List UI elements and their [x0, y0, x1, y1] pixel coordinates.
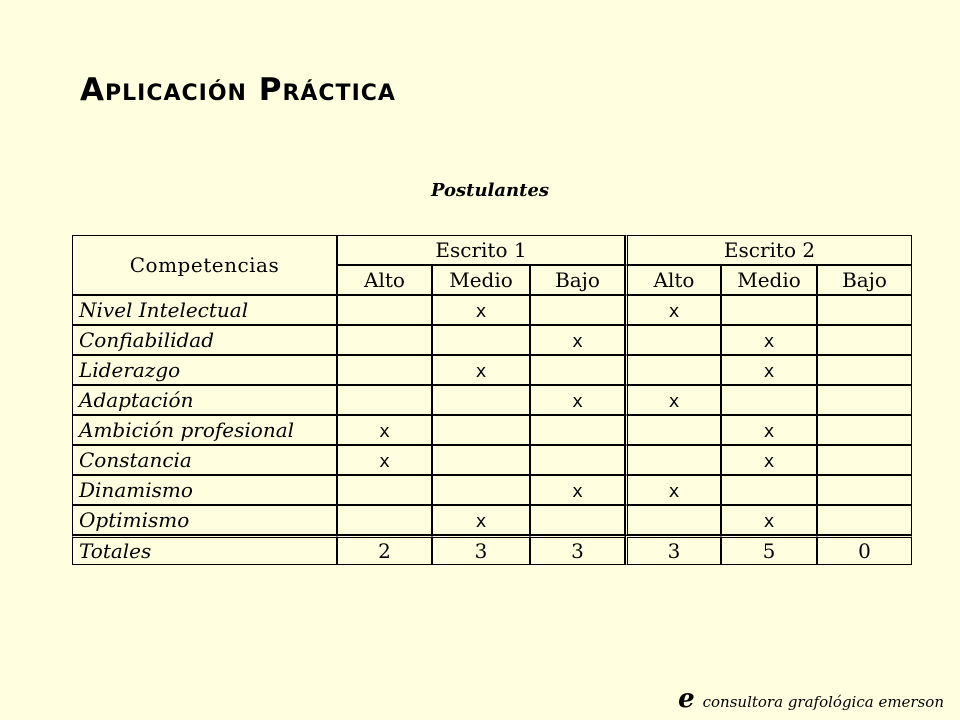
rating-cell [337, 295, 432, 325]
rating-cell [817, 385, 912, 415]
rating-cell [721, 325, 817, 355]
rating-cell [337, 325, 432, 355]
rating-cell [625, 445, 721, 475]
level-header: Bajo [530, 265, 625, 295]
rating-cell [432, 325, 530, 355]
rating-cell [530, 325, 625, 355]
rating-cell [625, 295, 721, 325]
rating-cell [625, 355, 721, 385]
table-row [72, 445, 912, 475]
totals-label: Totales [72, 535, 337, 565]
rating-cell [337, 505, 432, 535]
brand-text: consultora grafológica emerson [702, 693, 944, 711]
group-header-escrito-2: Escrito 2 [625, 235, 912, 265]
group-header-escrito-1: Escrito 1 [337, 235, 625, 265]
rating-cell [530, 505, 625, 535]
rating-cell [721, 415, 817, 445]
rating-mark: x [763, 511, 775, 532]
rating-cell [625, 415, 721, 445]
total-cell: 5 [721, 535, 817, 565]
table-row [72, 295, 912, 325]
rating-mark: x [379, 421, 390, 442]
rating-cell [337, 385, 432, 415]
rating-cell [530, 295, 625, 325]
level-header: Alto [337, 265, 432, 295]
competency-label: Confiabilidad [72, 325, 337, 355]
rating-cell [337, 355, 432, 385]
rating-mark: x [572, 331, 583, 352]
rating-cell [432, 475, 530, 505]
rating-cell [432, 505, 530, 535]
rating-cell [530, 385, 625, 415]
rating-mark: x [379, 451, 390, 472]
table-row [72, 325, 912, 355]
rating-mark: x [572, 391, 583, 412]
level-header: Bajo [817, 265, 912, 295]
rating-mark: x [475, 301, 487, 322]
table-row [72, 505, 912, 535]
table-body [72, 295, 912, 535]
footer-brand [678, 684, 944, 714]
totals-row [72, 535, 912, 565]
competency-label: Optimismo [72, 505, 337, 535]
competency-label: Adaptación [72, 385, 337, 415]
total-cell: 3 [432, 535, 530, 565]
competency-label: Ambición profesional [72, 415, 337, 445]
rating-cell [817, 445, 912, 475]
total-cell: 3 [625, 535, 721, 565]
rating-cell [530, 355, 625, 385]
competencias-table [72, 235, 912, 565]
competencias-header: Competencias [72, 235, 337, 295]
rating-cell [625, 475, 721, 505]
total-cell: 3 [530, 535, 625, 565]
rating-cell [337, 445, 432, 475]
rating-cell [625, 505, 721, 535]
rating-mark: x [668, 391, 680, 412]
rating-mark: x [668, 301, 680, 322]
rating-cell [721, 355, 817, 385]
rating-mark: x [763, 451, 775, 472]
rating-cell [625, 325, 721, 355]
rating-mark: x [475, 361, 487, 382]
total-cell: 2 [337, 535, 432, 565]
rating-cell [817, 475, 912, 505]
header-row-groups [72, 235, 912, 265]
rating-cell [721, 505, 817, 535]
level-header: Alto [625, 265, 721, 295]
rating-mark: x [475, 511, 487, 532]
rating-cell [721, 475, 817, 505]
competency-label: Nivel Intelectual [72, 295, 337, 325]
rating-cell [817, 355, 912, 385]
rating-cell [337, 415, 432, 445]
rating-mark: x [572, 481, 583, 502]
table-caption: Postulantes [430, 180, 550, 201]
total-cell: 0 [817, 535, 912, 565]
rating-cell [530, 475, 625, 505]
rating-cell [817, 415, 912, 445]
rating-cell [817, 325, 912, 355]
level-header: Medio [432, 265, 530, 295]
rating-cell [721, 295, 817, 325]
table-row [72, 475, 912, 505]
competency-label: Dinamismo [72, 475, 337, 505]
rating-cell [432, 355, 530, 385]
rating-cell [337, 475, 432, 505]
page-title: Aplicación Práctica [80, 72, 396, 108]
rating-mark: x [763, 331, 775, 352]
rating-mark: x [763, 421, 775, 442]
rating-cell [432, 415, 530, 445]
rating-cell [721, 445, 817, 475]
brand-logo: e [678, 684, 695, 714]
rating-cell [432, 445, 530, 475]
rating-cell [625, 385, 721, 415]
competency-label: Constancia [72, 445, 337, 475]
level-header: Medio [721, 265, 817, 295]
rating-cell [432, 385, 530, 415]
table-row [72, 355, 912, 385]
rating-cell [817, 295, 912, 325]
table-row [72, 385, 912, 415]
rating-cell [530, 415, 625, 445]
competency-label: Liderazgo [72, 355, 337, 385]
rating-cell [530, 445, 625, 475]
rating-cell [432, 295, 530, 325]
rating-cell [817, 505, 912, 535]
rating-cell [721, 385, 817, 415]
rating-mark: x [668, 481, 680, 502]
rating-mark: x [763, 361, 775, 382]
table-row [72, 415, 912, 445]
